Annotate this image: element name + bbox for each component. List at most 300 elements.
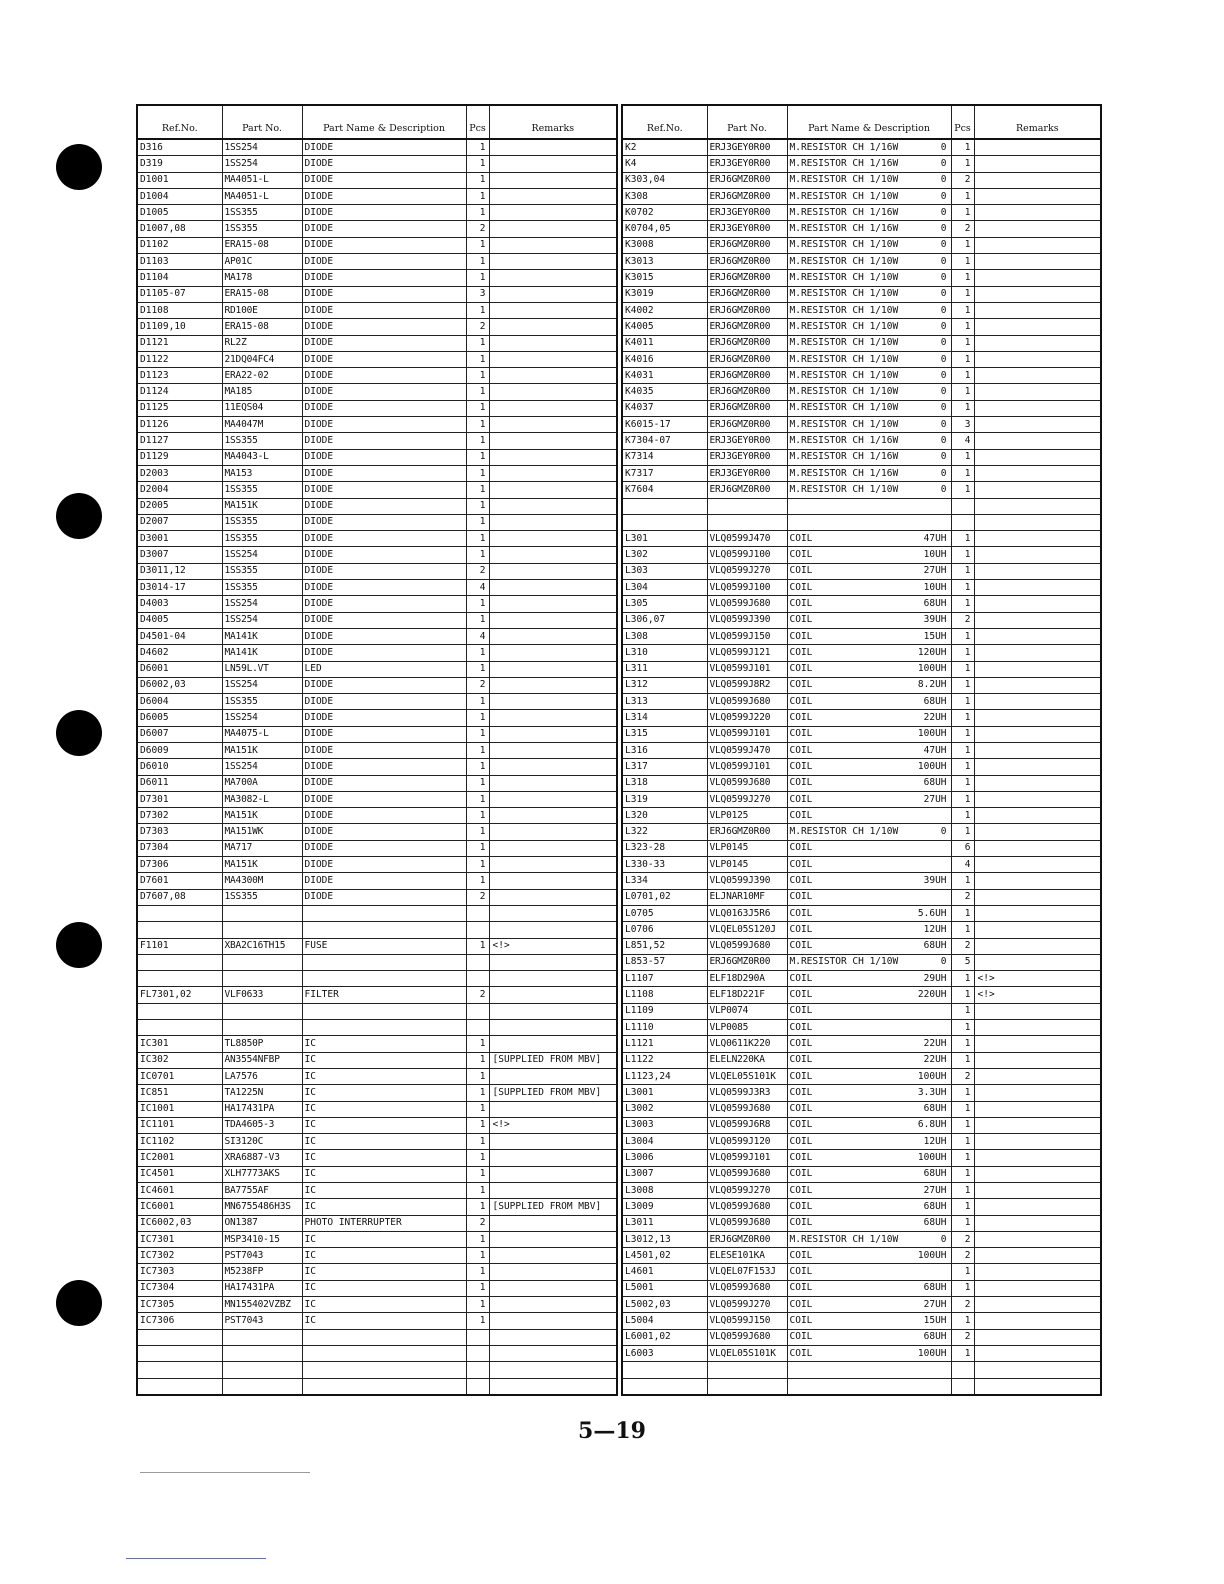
description-cell [787, 172, 951, 188]
table-row [137, 449, 617, 465]
pcs-cell: 1 [466, 775, 489, 791]
description-cell [302, 808, 466, 824]
description-value: 0 [940, 255, 947, 267]
description-value [462, 1118, 464, 1132]
description-value: 5.6UH [917, 907, 947, 919]
description-cell [302, 775, 466, 791]
pcs-cell: 1 [951, 1215, 974, 1231]
ref-no-cell: L315 [622, 726, 707, 742]
description-text: IC [304, 1054, 316, 1066]
description-value: 100UH [917, 663, 947, 675]
part-no-cell: LN59L.VT [222, 661, 302, 677]
description-value [462, 1314, 464, 1328]
part-no-cell: ERJ6GMZ0R00 [707, 270, 787, 286]
ref-no-cell: D7306 [137, 857, 222, 873]
remarks-cell [489, 857, 617, 873]
part-no-cell: MA4051-L [222, 188, 302, 204]
description-text: IC [304, 1184, 316, 1196]
description-value [462, 1265, 464, 1279]
description-value [462, 662, 464, 676]
table-row [622, 563, 1101, 579]
ref-no-cell: K4011 [622, 335, 707, 351]
description-cell [302, 188, 466, 204]
table-row [622, 596, 1101, 612]
description-cell [787, 1215, 951, 1231]
description-text: DIODE [304, 141, 334, 153]
table-row [622, 661, 1101, 677]
description-value [462, 793, 464, 807]
pcs-cell: 1 [466, 465, 489, 481]
table-row [137, 596, 617, 612]
description-value: 68UH [923, 777, 947, 789]
pcs-cell: 1 [951, 1313, 974, 1329]
pcs-cell: 1 [951, 254, 974, 270]
description-text: COIL [789, 679, 813, 691]
remarks-cell [974, 433, 1101, 449]
part-no-cell: ERJ6GMZ0R00 [707, 254, 787, 270]
description-text: DIODE [304, 272, 334, 284]
description-value [462, 1249, 464, 1263]
table-row [622, 1280, 1101, 1296]
ref-no-cell: K4 [622, 156, 707, 172]
remarks-cell [974, 580, 1101, 596]
description-cell [787, 514, 951, 530]
part-no-cell: ON1387 [222, 1215, 302, 1231]
description-cell [787, 954, 951, 970]
description-value: 68UH [923, 695, 947, 707]
description-cell [302, 922, 466, 938]
pcs-cell: 3 [951, 417, 974, 433]
remarks-cell [489, 1183, 617, 1199]
pcs-cell: 1 [466, 368, 489, 384]
part-no-cell: ERJ3GEY0R00 [707, 139, 787, 156]
description-cell [787, 465, 951, 481]
parts-table-right [621, 104, 1102, 1396]
part-no-cell: ERJ6GMZ0R00 [707, 400, 787, 416]
remarks-cell [974, 596, 1101, 612]
part-no-cell: MN6755486H3S [222, 1199, 302, 1215]
remarks-cell [489, 1264, 617, 1280]
pcs-cell: 1 [951, 1166, 974, 1182]
remarks-cell [974, 759, 1101, 775]
description-text: M.RESISTOR CH 1/10W [789, 255, 899, 267]
part-no-cell: VLQ0599J270 [707, 1297, 787, 1313]
table-header-row [622, 105, 1101, 139]
remarks-cell [489, 286, 617, 302]
part-no-cell: ERA22-02 [222, 368, 302, 384]
table-row [137, 270, 617, 286]
description-cell [302, 465, 466, 481]
pcs-cell: 1 [951, 531, 974, 547]
ref-no-cell: D1122 [137, 351, 222, 367]
description-cell [787, 1166, 951, 1182]
description-cell [302, 302, 466, 318]
description-value [462, 515, 464, 529]
pcs-cell: 4 [951, 433, 974, 449]
part-no-cell: 1SS254 [222, 612, 302, 628]
page-number: 5—19 [578, 1418, 646, 1444]
pcs-cell: 1 [951, 286, 974, 302]
description-cell [302, 368, 466, 384]
pcs-cell: 1 [951, 156, 974, 172]
pcs-cell: 2 [466, 319, 489, 335]
ref-no-cell: D1108 [137, 302, 222, 318]
description-cell [787, 417, 951, 433]
description-cell [787, 1362, 951, 1378]
description-value: 0 [940, 320, 947, 332]
part-no-cell: VLQ0599J390 [707, 612, 787, 628]
description-value: 22UH [923, 712, 947, 724]
ref-no-cell: D4003 [137, 596, 222, 612]
table-row [137, 905, 617, 921]
description-text: M.RESISTOR CH 1/16W [789, 157, 899, 169]
ref-no-cell: L1107 [622, 971, 707, 987]
table-row [622, 302, 1101, 318]
ref-no-cell: D1004 [137, 188, 222, 204]
table-row [137, 922, 617, 938]
part-no-cell: MA4300M [222, 873, 302, 889]
description-value [462, 1200, 464, 1214]
description-cell [787, 710, 951, 726]
description-text: DIODE [304, 255, 334, 267]
description-text: COIL [789, 842, 813, 854]
table-header-row [137, 105, 617, 139]
description-value: 39UH [923, 614, 947, 626]
pcs-cell: 5 [951, 954, 974, 970]
pcs-cell: 1 [951, 1280, 974, 1296]
description-text: DIODE [304, 337, 334, 349]
ref-no-cell [137, 922, 222, 938]
description-text: COIL [789, 1331, 813, 1343]
description-cell [787, 791, 951, 807]
part-no-cell [222, 1378, 302, 1395]
description-cell [302, 742, 466, 758]
description-text: COIL [789, 1119, 813, 1131]
ref-no-cell: D2005 [137, 498, 222, 514]
description-text: DIODE [304, 174, 334, 186]
description-text: DIODE [304, 190, 334, 202]
table-row [622, 270, 1101, 286]
description-cell [787, 1085, 951, 1101]
table-row [622, 286, 1101, 302]
ref-no-cell: D3011,12 [137, 563, 222, 579]
remarks-cell [974, 1117, 1101, 1133]
description-cell [302, 1231, 466, 1247]
pcs-cell [951, 514, 974, 530]
remarks-cell: [SUPPLIED FROM MBV] [489, 1085, 617, 1101]
description-value [462, 890, 464, 904]
pcs-cell: 1 [466, 400, 489, 416]
table-row [622, 1085, 1101, 1101]
description-cell [787, 1036, 951, 1052]
remarks-cell [974, 775, 1101, 791]
ref-no-cell: IC0701 [137, 1068, 222, 1084]
description-value [462, 744, 464, 758]
table-row [137, 824, 617, 840]
table-row [137, 1117, 617, 1133]
description-cell [302, 628, 466, 644]
ref-no-cell [622, 1378, 707, 1395]
description-value: 0 [940, 337, 947, 349]
pcs-cell [951, 498, 974, 514]
description-value: 100UH [917, 728, 947, 740]
description-text: DIODE [304, 793, 334, 805]
table-row [622, 791, 1101, 807]
remarks-cell [489, 188, 617, 204]
pcs-cell: 1 [466, 1297, 489, 1313]
description-text: COIL [789, 1135, 813, 1147]
part-no-cell: VLQ0599J680 [707, 1166, 787, 1182]
ref-no-cell [137, 905, 222, 921]
description-cell [302, 563, 466, 579]
description-text: IC [304, 1037, 316, 1049]
header-part-no: Part No. [707, 105, 787, 139]
pcs-cell: 1 [466, 237, 489, 253]
ref-no-cell: L3006 [622, 1150, 707, 1166]
pcs-cell: 1 [951, 661, 974, 677]
description-value: 100UH [917, 1347, 947, 1359]
remarks-cell [489, 596, 617, 612]
remarks-cell [974, 351, 1101, 367]
description-cell [787, 1003, 951, 1019]
pcs-cell [466, 1003, 489, 1019]
ref-no-cell: D1001 [137, 172, 222, 188]
description-cell [302, 449, 466, 465]
part-no-cell: ERJ6GMZ0R00 [707, 482, 787, 498]
description-cell [302, 547, 466, 563]
remarks-cell [489, 742, 617, 758]
description-value [462, 499, 464, 513]
description-value: 100UH [917, 1070, 947, 1082]
description-cell [787, 873, 951, 889]
description-value: 0 [940, 157, 947, 169]
description-cell [787, 351, 951, 367]
ref-no-cell: IC6001 [137, 1199, 222, 1215]
description-cell [302, 1101, 466, 1117]
description-value [947, 1265, 949, 1279]
part-no-cell [707, 498, 787, 514]
part-no-cell [222, 1020, 302, 1036]
description-cell [302, 237, 466, 253]
part-no-cell [707, 514, 787, 530]
header-description: Part Name & Description [302, 105, 466, 139]
remarks-cell [974, 514, 1101, 530]
part-no-cell: ELF18D290A [707, 971, 787, 987]
ref-no-cell: D6004 [137, 694, 222, 710]
description-text: DIODE [304, 842, 334, 854]
pcs-cell: 1 [466, 417, 489, 433]
table-row [137, 188, 617, 204]
description-cell [302, 889, 466, 905]
part-no-cell [222, 922, 302, 938]
description-value [462, 483, 464, 497]
description-cell [302, 514, 466, 530]
table-row [622, 335, 1101, 351]
remarks-cell [974, 612, 1101, 628]
table-row [137, 726, 617, 742]
pcs-cell: 1 [466, 742, 489, 758]
remarks-cell [489, 808, 617, 824]
description-cell [302, 319, 466, 335]
description-value [462, 353, 464, 367]
remarks-cell [974, 172, 1101, 188]
description-text: M.RESISTOR CH 1/10W [789, 483, 899, 495]
description-value [462, 858, 464, 872]
description-text: COIL [789, 1200, 813, 1212]
description-cell [787, 547, 951, 563]
ref-no-cell: D6005 [137, 710, 222, 726]
remarks-cell [489, 1101, 617, 1117]
part-no-cell: SI3120C [222, 1134, 302, 1150]
description-cell [302, 1313, 466, 1329]
part-no-cell: AP01C [222, 254, 302, 270]
header-ref-no: Ref.No. [622, 105, 707, 139]
pcs-cell: 1 [951, 1345, 974, 1361]
remarks-cell [974, 694, 1101, 710]
table-row [137, 368, 617, 384]
pcs-cell: 1 [466, 384, 489, 400]
remarks-cell [489, 612, 617, 628]
remarks-cell [489, 1068, 617, 1084]
pcs-cell: 2 [951, 612, 974, 628]
description-value: 0 [940, 1233, 947, 1245]
description-text: M.RESISTOR CH 1/10W [789, 826, 899, 838]
description-text: COIL [789, 695, 813, 707]
description-text: COIL [789, 875, 813, 886]
table-row [622, 1134, 1101, 1150]
description-text: M.RESISTOR CH 1/10W [789, 239, 899, 251]
remarks-cell [974, 1231, 1101, 1247]
table-row [137, 1215, 617, 1231]
remarks-cell [489, 677, 617, 693]
description-value [947, 841, 949, 855]
remarks-cell [489, 205, 617, 221]
pcs-cell: 2 [951, 1248, 974, 1264]
description-cell [787, 857, 951, 873]
description-value [462, 825, 464, 839]
ref-no-cell: D1123 [137, 368, 222, 384]
description-cell [302, 677, 466, 693]
description-text: M.RESISTOR CH 1/10W [789, 174, 899, 186]
table-row [622, 840, 1101, 856]
table-row [622, 384, 1101, 400]
description-text: IC [304, 1168, 316, 1180]
table-row [137, 1329, 617, 1345]
table-row [622, 221, 1101, 237]
remarks-cell [974, 319, 1101, 335]
description-cell [302, 400, 466, 416]
description-text: DIODE [304, 157, 334, 169]
description-cell [787, 987, 951, 1003]
header-pcs: Pcs [466, 105, 489, 139]
pcs-cell: 2 [951, 172, 974, 188]
ref-no-cell: K3019 [622, 286, 707, 302]
description-cell [302, 1134, 466, 1150]
description-cell [302, 1020, 466, 1036]
pcs-cell: 1 [466, 1101, 489, 1117]
description-text: COIL [789, 565, 813, 577]
description-text: DIODE [304, 858, 334, 870]
remarks-cell [489, 351, 617, 367]
description-cell [787, 694, 951, 710]
table-row [622, 726, 1101, 742]
table-row [137, 1085, 617, 1101]
table-row [137, 302, 617, 318]
description-text: COIL [789, 989, 813, 1001]
remarks-cell [489, 531, 617, 547]
table-row [622, 808, 1101, 824]
remarks-cell [489, 1280, 617, 1296]
part-no-cell: VLQ0599J3R3 [707, 1085, 787, 1101]
remarks-cell [489, 1329, 617, 1345]
ref-no-cell: D6011 [137, 775, 222, 791]
part-no-cell: VLQ0599J680 [707, 1280, 787, 1296]
ref-no-cell [137, 954, 222, 970]
table-row [622, 1313, 1101, 1329]
ref-no-cell: D6002,03 [137, 677, 222, 693]
part-no-cell: ERJ6GMZ0R00 [707, 824, 787, 840]
description-value [462, 1037, 464, 1051]
ref-no-cell: K3013 [622, 254, 707, 270]
remarks-cell [489, 1297, 617, 1313]
table-row [622, 1362, 1101, 1378]
part-no-cell: ERJ6GMZ0R00 [707, 335, 787, 351]
pcs-cell: 1 [466, 1068, 489, 1084]
description-cell [787, 596, 951, 612]
remarks-cell [489, 661, 617, 677]
description-text: DIODE [304, 532, 334, 544]
description-value: 22UH [923, 1054, 947, 1066]
pcs-cell: 1 [951, 628, 974, 644]
part-no-cell: VLQEL05S101K [707, 1345, 787, 1361]
description-cell [302, 694, 466, 710]
description-cell [787, 1117, 951, 1133]
description-text: FUSE [304, 940, 328, 952]
part-no-cell: 1SS355 [222, 694, 302, 710]
part-no-cell: 1SS355 [222, 221, 302, 237]
pcs-cell: 1 [466, 270, 489, 286]
ref-no-cell: L312 [622, 677, 707, 693]
part-no-cell: MA151K [222, 498, 302, 514]
description-cell [787, 922, 951, 938]
pcs-cell: 1 [951, 465, 974, 481]
table-row [137, 335, 617, 351]
description-text: COIL [789, 793, 813, 805]
description-cell [302, 1248, 466, 1264]
description-cell [302, 1085, 466, 1101]
remarks-cell [974, 1003, 1101, 1019]
part-no-cell: VLQEL05S101K [707, 1068, 787, 1084]
description-value [462, 939, 464, 953]
description-cell [302, 270, 466, 286]
description-value [462, 760, 464, 774]
description-cell [787, 531, 951, 547]
table-row [622, 1003, 1101, 1019]
part-no-cell: 1SS355 [222, 482, 302, 498]
ref-no-cell: K308 [622, 188, 707, 204]
remarks-cell [974, 905, 1101, 921]
ref-no-cell: IC4601 [137, 1183, 222, 1199]
pcs-cell: 1 [951, 1101, 974, 1117]
remarks-cell: <!> [974, 971, 1101, 987]
pcs-cell: 1 [951, 759, 974, 775]
description-value [462, 1216, 464, 1230]
pcs-cell: 1 [951, 335, 974, 351]
part-no-cell [222, 905, 302, 921]
description-value: 0 [940, 956, 947, 968]
pcs-cell: 4 [951, 857, 974, 873]
pcs-cell: 2 [951, 1329, 974, 1345]
